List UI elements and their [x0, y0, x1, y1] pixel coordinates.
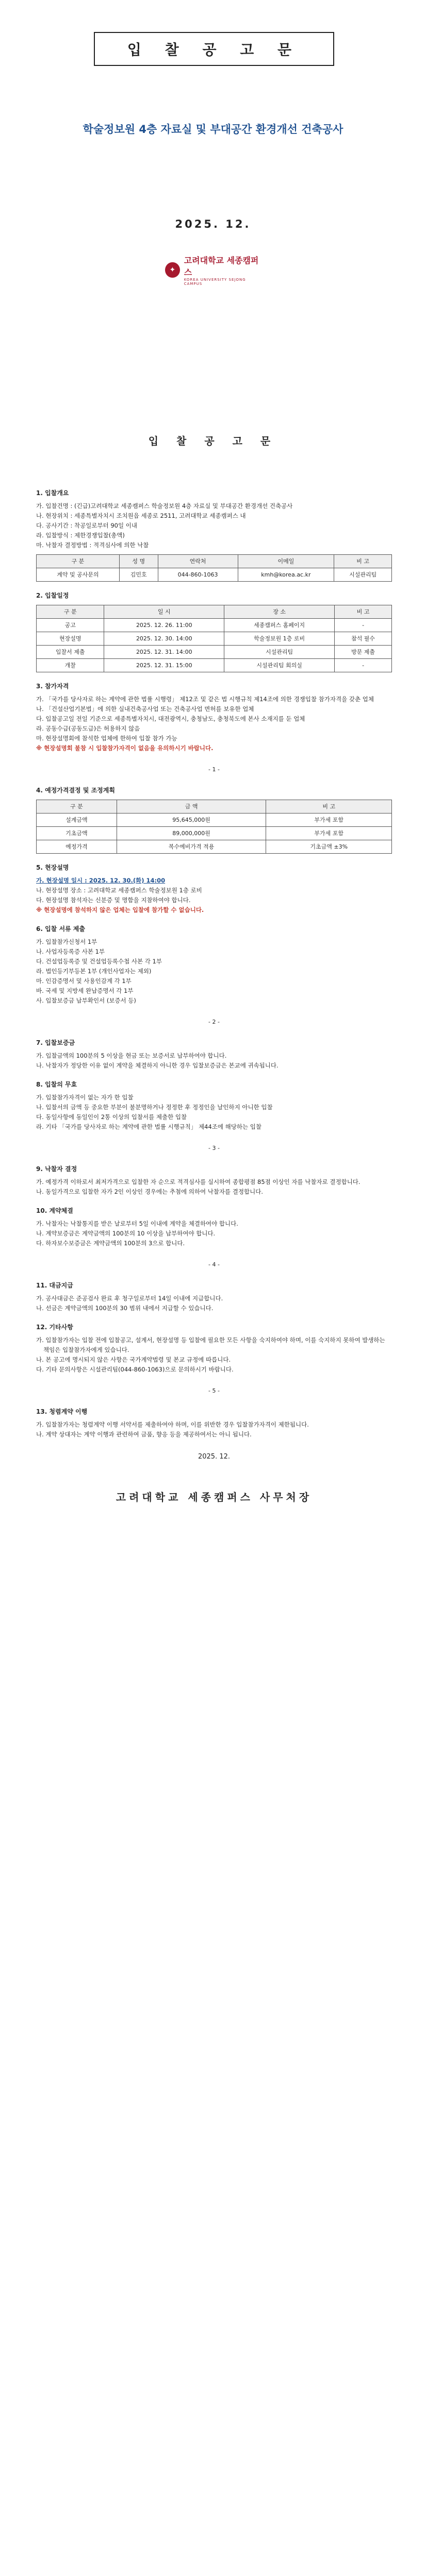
table-row: 기초금액 89,000,000원 부가세 포함 — [37, 827, 392, 840]
table-row: 개찰 2025. 12. 31. 15:00 시설관리팀 회의실 - — [37, 659, 392, 672]
section-heading: 1. 입찰개요 — [36, 489, 69, 497]
section-line: 나. 현장위치 : 세종특별자치시 조치원읍 세종로 2511, 고려대학교 세종캠퍼스 내 — [36, 512, 246, 519]
section-line: 나. 계약보증금은 계약금액의 100분의 10 이상을 납부하여야 합니다. — [36, 1230, 216, 1237]
section-line: 가. 입찰참가신청서 1부 — [36, 938, 97, 945]
section-heading: 7. 입찰보증금 — [36, 1039, 75, 1046]
logo-korean-text: 고려대학교 세종캠퍼스 — [184, 256, 259, 277]
footer-date: 2025. 12. — [198, 1453, 231, 1461]
section-line: 가. 입찰금액의 100분의 5 이상을 현금 또는 보증서로 납부하여야 합니다. — [36, 1052, 227, 1059]
table-row: 입찰서 제출 2025. 12. 31. 14:00 시설관리팀 방문 제출 — [37, 646, 392, 659]
body-content — [36, 479, 392, 1502]
notice-body — [0, 422, 426, 2576]
section-heading: 8. 입찰의 무효 — [36, 1081, 77, 1088]
page-number: - 5 - — [208, 1387, 220, 1394]
section-line: 나. 입찰서의 금액 등 중요한 부분이 불분명하거나 정정한 후 정정인을 날인하지 아니한 입찰 — [36, 1104, 273, 1111]
schedule-table: 구 분 일 시 장 소 비 고 공고 2025. 12. 26. 11:00 세종캠퍼스 홈페이지 - 현장설명 2025. 12. 30. 14:00 학술정보원 1층 로비 참석 필수 입찰서 제출 2025. 12. 31. 14:00 시설관리팀 방문 제출 개찰 2025. 12. 31. 15:00 시설관리팀 회의실 - — [36, 605, 392, 672]
section-line: 라. 공동수급(공동도급)은 허용하지 않음 — [36, 725, 140, 732]
section-line: 나. 본 공고에 명시되지 않은 사항은 국가계약법령 및 본교 규정에 따릅니다. — [36, 1356, 231, 1363]
section-line: 다. 현장설명 참석자는 신분증 및 명함을 지참하여야 합니다. — [36, 896, 191, 904]
section-line: 가. 입찰참가자격이 없는 자가 한 입찰 — [36, 1094, 134, 1101]
table-row: 설계금액 95,645,000원 부가세 포함 — [37, 814, 392, 827]
section-heading: 12. 기타사항 — [36, 1324, 73, 1331]
price-table: 구 분 금 액 비 고 설계금액 95,645,000원 부가세 포함 기초금액 89,000,000원 부가세 포함 예정가격 복수예비가격 적용 기초금액 ±3% — [36, 800, 392, 854]
section-heading: 4. 예정가격결정 및 조정계획 — [36, 787, 115, 794]
section-line: 다. 동일사항에 동일인이 2통 이상의 입찰서를 제출한 입찰 — [36, 1113, 187, 1121]
section-line: 가. 「국가를 당사자로 하는 계약에 관한 법률 시행령」 제12조 및 같은 법 시행규칙 제14조에 의한 경쟁입찰 참가자격을 갖춘 업체 — [36, 696, 374, 703]
section-line: 다. 기타 문의사항은 시설관리팀(044-860-1063)으로 문의하시기 바랍니다. — [36, 1366, 234, 1373]
section-line: 나. 사업자등록증 사본 1부 — [36, 948, 105, 955]
section-line: 가. 예정가격 이하로서 최저가격으로 입찰한 자 순으로 적격심사를 실시하여 종합평점 85점 이상인 자를 낙찰자로 결정합니다. — [36, 1178, 361, 1185]
section-heading: 13. 청렴계약 이행 — [36, 1408, 88, 1415]
section-heading: 5. 현장설명 — [36, 864, 69, 871]
section-line: 나. 선금은 계약금액의 100분의 30 범위 내에서 지급할 수 있습니다. — [36, 1304, 214, 1312]
page-number: - 4 - — [208, 1261, 220, 1268]
section-heading: 3. 참가자격 — [36, 683, 69, 690]
section-line: 나. 낙찰자가 정당한 이유 없이 계약을 체결하지 아니한 경우 입찰보증금은 본교에 귀속됩니다. — [36, 1062, 278, 1069]
section-heading: 9. 낙찰자 결정 — [36, 1165, 77, 1173]
section-line: 가. 입찰참가자는 청렴계약 이행 서약서를 제출하여야 하며, 이를 위반한 경우 입찰참가자격이 제한됩니다. — [36, 1421, 309, 1428]
cover-subject: 학술정보원 4층 자료실 및 부대공간 환경개선 건축공사 — [83, 123, 343, 135]
logo-english-text: KOREA UNIVERSITY SEJONG CAMPUS — [184, 278, 246, 286]
page-number: - 2 - — [208, 1019, 220, 1025]
section-line: 다. 하자보수보증금은 계약금액의 100분의 3으로 합니다. — [36, 1240, 185, 1247]
section-heading: 6. 입찰 서류 제출 — [36, 925, 85, 933]
cover-title: 입 찰 공 고 문 — [127, 41, 301, 58]
section-line: 나. 현장설명 장소 : 고려대학교 세종캠퍼스 학술정보원 1층 로비 — [36, 887, 202, 894]
table-row: 예정가격 복수예비가격 적용 기초금액 ±3% — [37, 840, 392, 854]
body-title: 입 찰 공 고 문 — [148, 435, 278, 447]
table-row: 계약 및 공사문의 김민호 044-860-1063 kmh@korea.ac.kr 시설관리팀 — [37, 568, 392, 582]
section-heading: 10. 계약체결 — [36, 1207, 73, 1214]
table-row: 공고 2025. 12. 26. 11:00 세종캠퍼스 홈페이지 - — [37, 619, 392, 632]
issuer-signature: 고려대학교 세종캠퍼스 사무처장 — [116, 1491, 313, 1503]
section-heading: 2. 입찰일정 — [36, 592, 69, 599]
section-line: 라. 법인등기부등본 1부 (개인사업자는 제외) — [36, 968, 152, 975]
section-heading: 11. 대금지급 — [36, 1282, 73, 1289]
cover-title-box — [94, 32, 334, 66]
section-line: 가. 공사대금은 준공검사 완료 후 청구일로부터 14일 이내에 지급합니다. — [36, 1295, 223, 1302]
section-line: 라. 기타 「국가를 당사자로 하는 계약에 관한 법률 시행규칙」 제44조에 해당하는 입찰 — [36, 1123, 261, 1130]
section-line: 다. 입찰공고일 전일 기준으로 세종특별자치시, 대전광역시, 충청남도, 충청북도에 본사 소재지를 둔 업체 — [36, 715, 305, 722]
section-line: 다. 건설업등록증 및 건설업등록수첩 사본 각 1부 — [36, 958, 162, 965]
section-line: 나. 동일가격으로 입찰한 자가 2인 이상인 경우에는 추첨에 의하여 낙찰자를 결정합니다. — [36, 1188, 263, 1195]
warning-note: ※ 현장설명에 참석하지 않은 업체는 입찰에 참가할 수 없습니다. — [36, 906, 204, 913]
contact-table: 구 분 성 명 연락처 이메일 비 고 계약 및 공사문의 김민호 044-860-1063 kmh@korea.ac.kr 시설관리팀 — [36, 554, 392, 582]
section-line: 나. 「건설산업기본법」에 의한 실내건축공사업 또는 건축공사업 면허를 보유한 업체 — [36, 705, 254, 713]
university-emblem-icon: ✦ — [165, 262, 180, 278]
section-line: 다. 공사기간 : 착공일로부터 90일 이내 — [36, 522, 137, 529]
section-line: 나. 계약 상대자는 계약 이행과 관련하여 금품, 향응 등을 제공하여서는 아니 됩니다. — [36, 1431, 252, 1438]
page-number: - 3 - — [208, 1145, 220, 1151]
section-line: 라. 입찰방식 : 제한경쟁입찰(총액) — [36, 532, 125, 539]
section-line: 가. 입찰참가자는 입찰 전에 입찰공고, 설계서, 현장설명 등 입찰에 필요한 모든 사항을 숙지하여야 하며, 이를 숙지하지 못하여 발생하는 책임은 입찰참가자에게 있습니다. — [36, 1336, 385, 1353]
table-row: 현장설명 2025. 12. 30. 14:00 학술정보원 1층 로비 참석 필수 — [37, 632, 392, 646]
warning-note: ※ 현장설명회 불참 시 입찰참가자격이 없음을 유의하시기 바랍니다. — [36, 744, 214, 752]
cover-page — [0, 0, 426, 422]
section-line: 마. 낙찰자 결정방법 : 적격심사에 의한 낙찰 — [36, 541, 149, 549]
university-logo — [165, 256, 263, 286]
cover-date: 2025. 12. — [175, 218, 251, 230]
section-line: 가. 입찰건명 : (긴급)고려대학교 세종캠퍼스 학술정보원 4층 자료실 및 부대공간 환경개선 건축공사 — [36, 502, 293, 510]
page-number: - 1 - — [208, 766, 220, 773]
section-line: 마. 인감증명서 및 사용인감계 각 1부 — [36, 977, 132, 985]
section-line: 마. 현장설명회에 참석한 업체에 한하여 입찰 참가 가능 — [36, 735, 177, 742]
section-line: 가. 현장설명 일시 : 2025. 12. 30.(화) 14:00 — [36, 877, 166, 884]
section-line: 사. 입찰보증금 납부확인서 (보증서 등) — [36, 997, 136, 1004]
section-line: 가. 낙찰자는 낙찰통지를 받은 날로부터 5일 이내에 계약을 체결하여야 합니다. — [36, 1220, 238, 1227]
section-line: 바. 국세 및 지방세 완납증명서 각 1부 — [36, 987, 134, 994]
